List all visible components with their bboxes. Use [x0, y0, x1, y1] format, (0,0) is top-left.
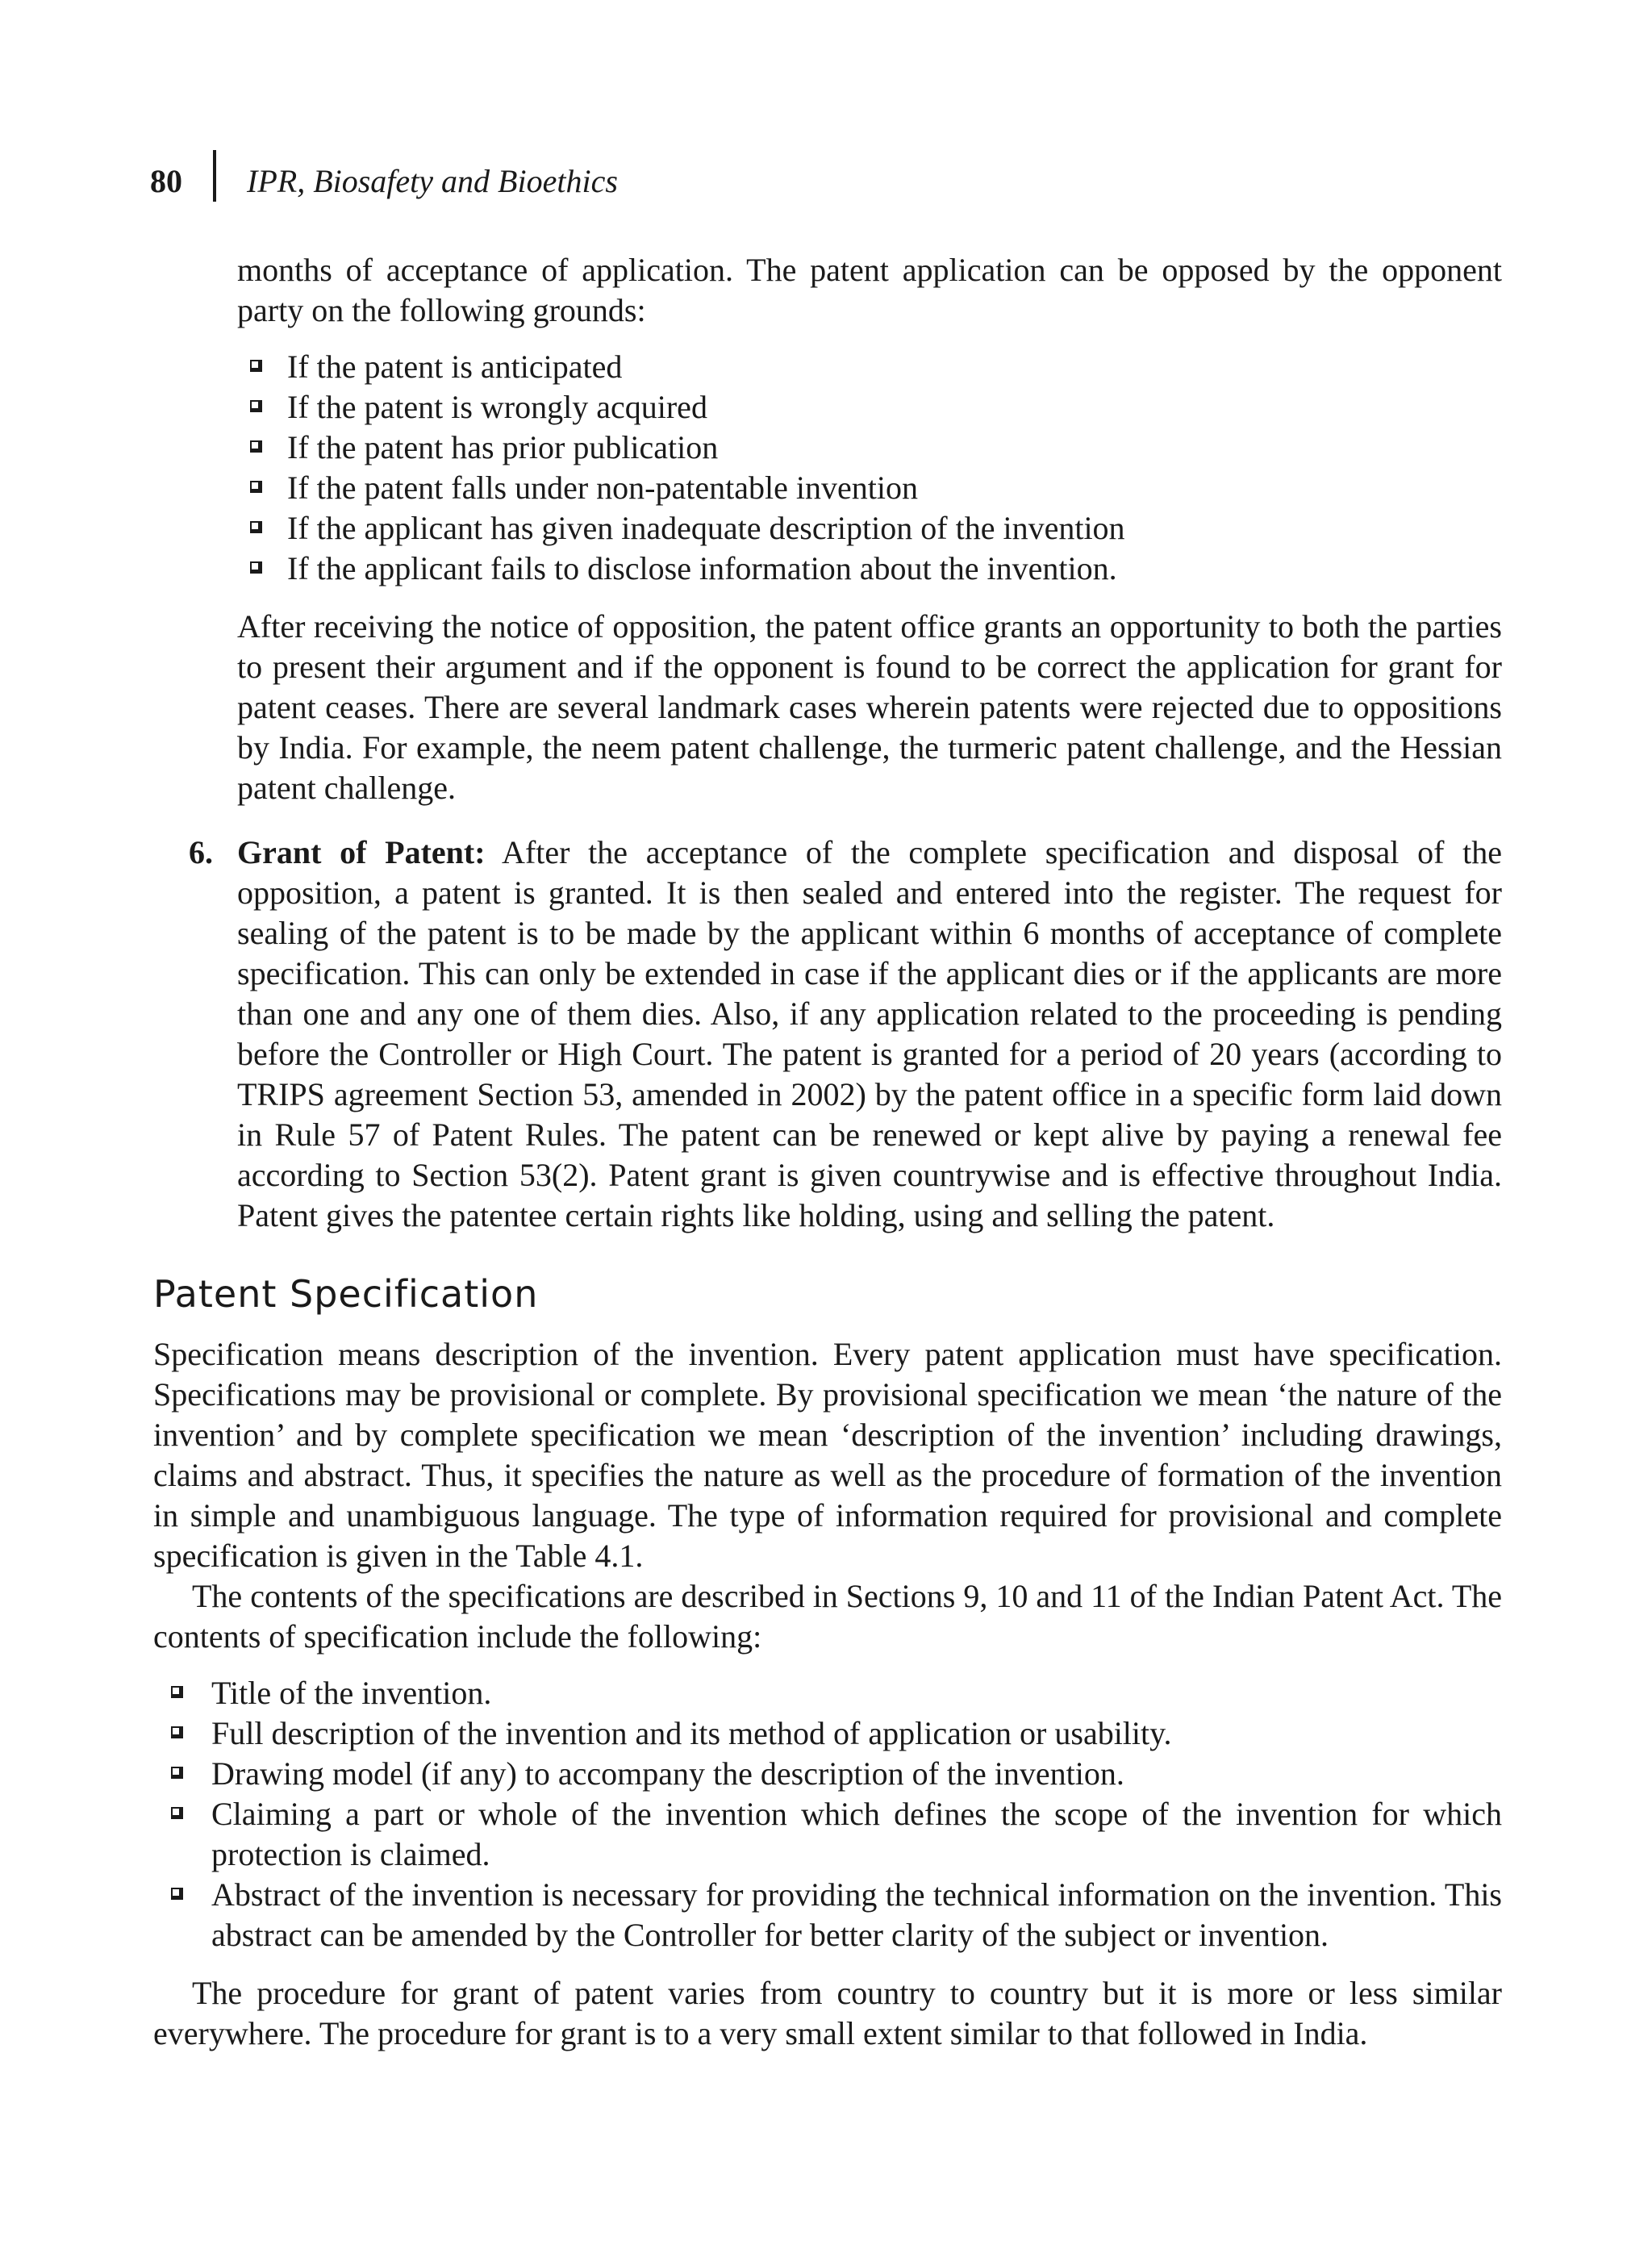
list-item: Title of the invention. [153, 1673, 1502, 1713]
list-item: If the patent is anticipated [237, 347, 1502, 387]
checkbox-bullet-icon [171, 1888, 183, 1900]
specification-contents-list [153, 1673, 1502, 1955]
intro-paragraph: months of acceptance of application. The patent application can be opposed by the opponent party on the following grounds: [237, 252, 1502, 328]
header-divider [213, 150, 216, 202]
numbered-item-grant-of-patent [153, 833, 1502, 1236]
checkbox-bullet-icon [171, 1807, 183, 1819]
section-heading: Patent Specification [153, 1272, 539, 1316]
list-item: If the patent is wrongly acquired [237, 387, 1502, 428]
checkbox-bullet-icon [250, 521, 262, 533]
contents-intro-paragraph: The contents of the specifications are described in Sections 9, 10 and 11 of the Indian Patent Act. The contents of specification include the following: [153, 1578, 1502, 1655]
opposition-paragraph: After receiving the notice of opposition, the patent office grants an opportunity to both the parties to present their argument and if the opponent is found to be correct the application for grant for patent ceases. There are several landmark cases wherein patents were rejected due to oppositions by India. For example, the neem patent challenge, the turmeric patent challenge, and the Hessian patent challenge. [237, 608, 1502, 806]
list-item: If the patent falls under non-patentable invention [237, 468, 1502, 508]
list-item: If the applicant has given inadequate description of the invention [237, 508, 1502, 549]
running-header [0, 160, 1652, 208]
list-item: If the patent has prior publication [237, 428, 1502, 468]
page-body [153, 250, 1502, 2054]
closing-paragraph: The procedure for grant of patent varies from country to country but it is more or less similar everywhere. The procedure for grant is to a very small extent similar to that followed in India. [153, 1975, 1502, 2051]
checkbox-bullet-icon [250, 481, 262, 493]
running-title: IPR, Biosafety and Bioethics [247, 163, 618, 199]
item-text: After the acceptance of the complete specification and disposal of the opposition, a patent is granted. It is then sealed and entered into the register. The request for sealing of the patent is to be made by the applicant within 6 months of acceptance of complete specification. This can only be extended in case if the applicant dies or if the applicants are more than one and any one of them dies. Also, if any application related to the proceeding is pending before the Controller or High Court. The patent is granted for a period of 20 years (according to TRIPS agreement Section 53, amended in 2002) by the patent office in a specific form laid down in Rule 57 of Patent Rules. The patent can be renewed or kept alive by paying a renewal fee according to Section 53(2). Patent grant is given countrywise and is effective throughout India. Patent gives the patentee certain rights like holding, using and selling the patent. [237, 834, 1502, 1233]
list-item: If the applicant fails to disclose information about the invention. [237, 549, 1502, 589]
item-term: Grant of Patent: [237, 834, 486, 870]
list-item: Drawing model (if any) to accompany the description of the invention. [153, 1754, 1502, 1794]
list-item: Abstract of the invention is necessary for providing the technical information on the invention. This abstract can be amended by the Controller for better clarity of the subject or invention. [153, 1875, 1502, 1955]
specification-paragraph: Specification means description of the invention. Every patent application must have specification. Specifications may be provisional or complete. By provisional specification we mean ‘the nature of the invention’ and by complete specification we mean ‘description of the invention’ including drawings, claims and abstract. Thus, it specifies the nature as well as the procedure of formation of the invention in simple and unambiguous language. The type of information required for provisional and complete specification is given in the Table 4.1. [153, 1336, 1502, 1574]
checkbox-bullet-icon [171, 1686, 183, 1698]
checkbox-bullet-icon [250, 440, 262, 453]
checkbox-bullet-icon [250, 360, 262, 372]
opposition-section [237, 250, 1502, 808]
checkbox-bullet-icon [250, 561, 262, 574]
list-item: Claiming a part or whole of the invention which defines the scope of the invention for which protection is claimed. [153, 1794, 1502, 1875]
checkbox-bullet-icon [171, 1726, 183, 1738]
checkbox-bullet-icon [171, 1767, 183, 1779]
opposition-grounds-list [237, 347, 1502, 589]
item-number: 6. [189, 834, 213, 870]
checkbox-bullet-icon [250, 400, 262, 412]
page-number: 80 [150, 163, 182, 199]
list-item: Full description of the invention and its method of application or usability. [153, 1713, 1502, 1754]
